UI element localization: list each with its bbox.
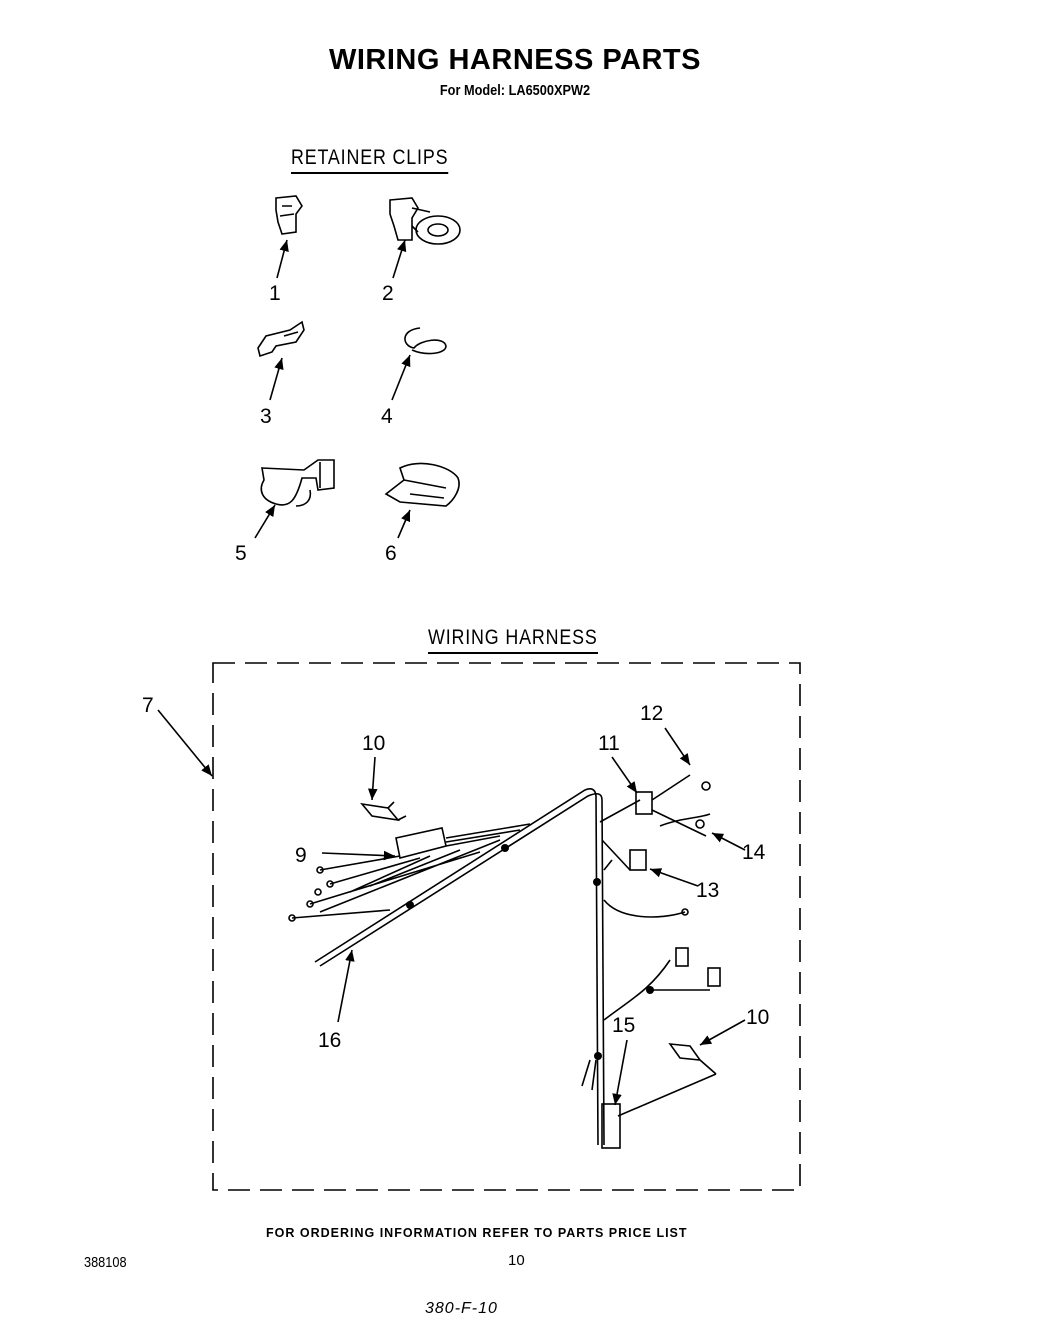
callout-2: 2 [382, 282, 394, 305]
callout-4: 4 [381, 405, 393, 428]
callout-1: 1 [269, 282, 281, 305]
harness-box [213, 663, 800, 1190]
ordering-note: FOR ORDERING INFORMATION REFER TO PARTS PRICE LIST [266, 1226, 688, 1240]
model-subtitle: For Model: LA6500XPW2 [439, 82, 591, 99]
page-number: 10 [508, 1252, 525, 1269]
callout-11: 11 [598, 732, 620, 755]
callout-10-top: 10 [362, 732, 386, 755]
retainer-clip-1-drawing [276, 196, 302, 234]
callout-5: 5 [235, 542, 247, 565]
callout-6: 6 [385, 542, 397, 565]
retainer-clips-heading: RETAINER CLIPS [291, 146, 448, 174]
callout-10-bottom: 10 [746, 1006, 770, 1029]
callout-16: 16 [318, 1029, 342, 1052]
callout-13: 13 [696, 879, 720, 902]
wiring-harness-heading: WIRING HARNESS [428, 626, 598, 654]
retainer-clip-4-drawing [405, 328, 446, 353]
handwritten-code: 380-F-10 [425, 1300, 498, 1317]
callout-12: 12 [640, 702, 664, 725]
retainer-clip-5-drawing [261, 460, 334, 506]
callout-14: 14 [742, 841, 766, 864]
retainer-clip-2-drawing [390, 198, 460, 244]
callout-15: 15 [612, 1014, 636, 1037]
leader-arrows [158, 240, 745, 1105]
callout-7: 7 [142, 694, 154, 717]
page-title: WIRING HARNESS PARTS [329, 44, 701, 76]
callout-3: 3 [260, 405, 272, 428]
callout-9: 9 [295, 844, 307, 867]
wiring-harness-drawing [289, 775, 720, 1148]
document-number: 388108 [84, 1254, 127, 1271]
retainer-clip-3-drawing [258, 322, 304, 356]
retainer-clip-6-drawing [386, 463, 459, 506]
